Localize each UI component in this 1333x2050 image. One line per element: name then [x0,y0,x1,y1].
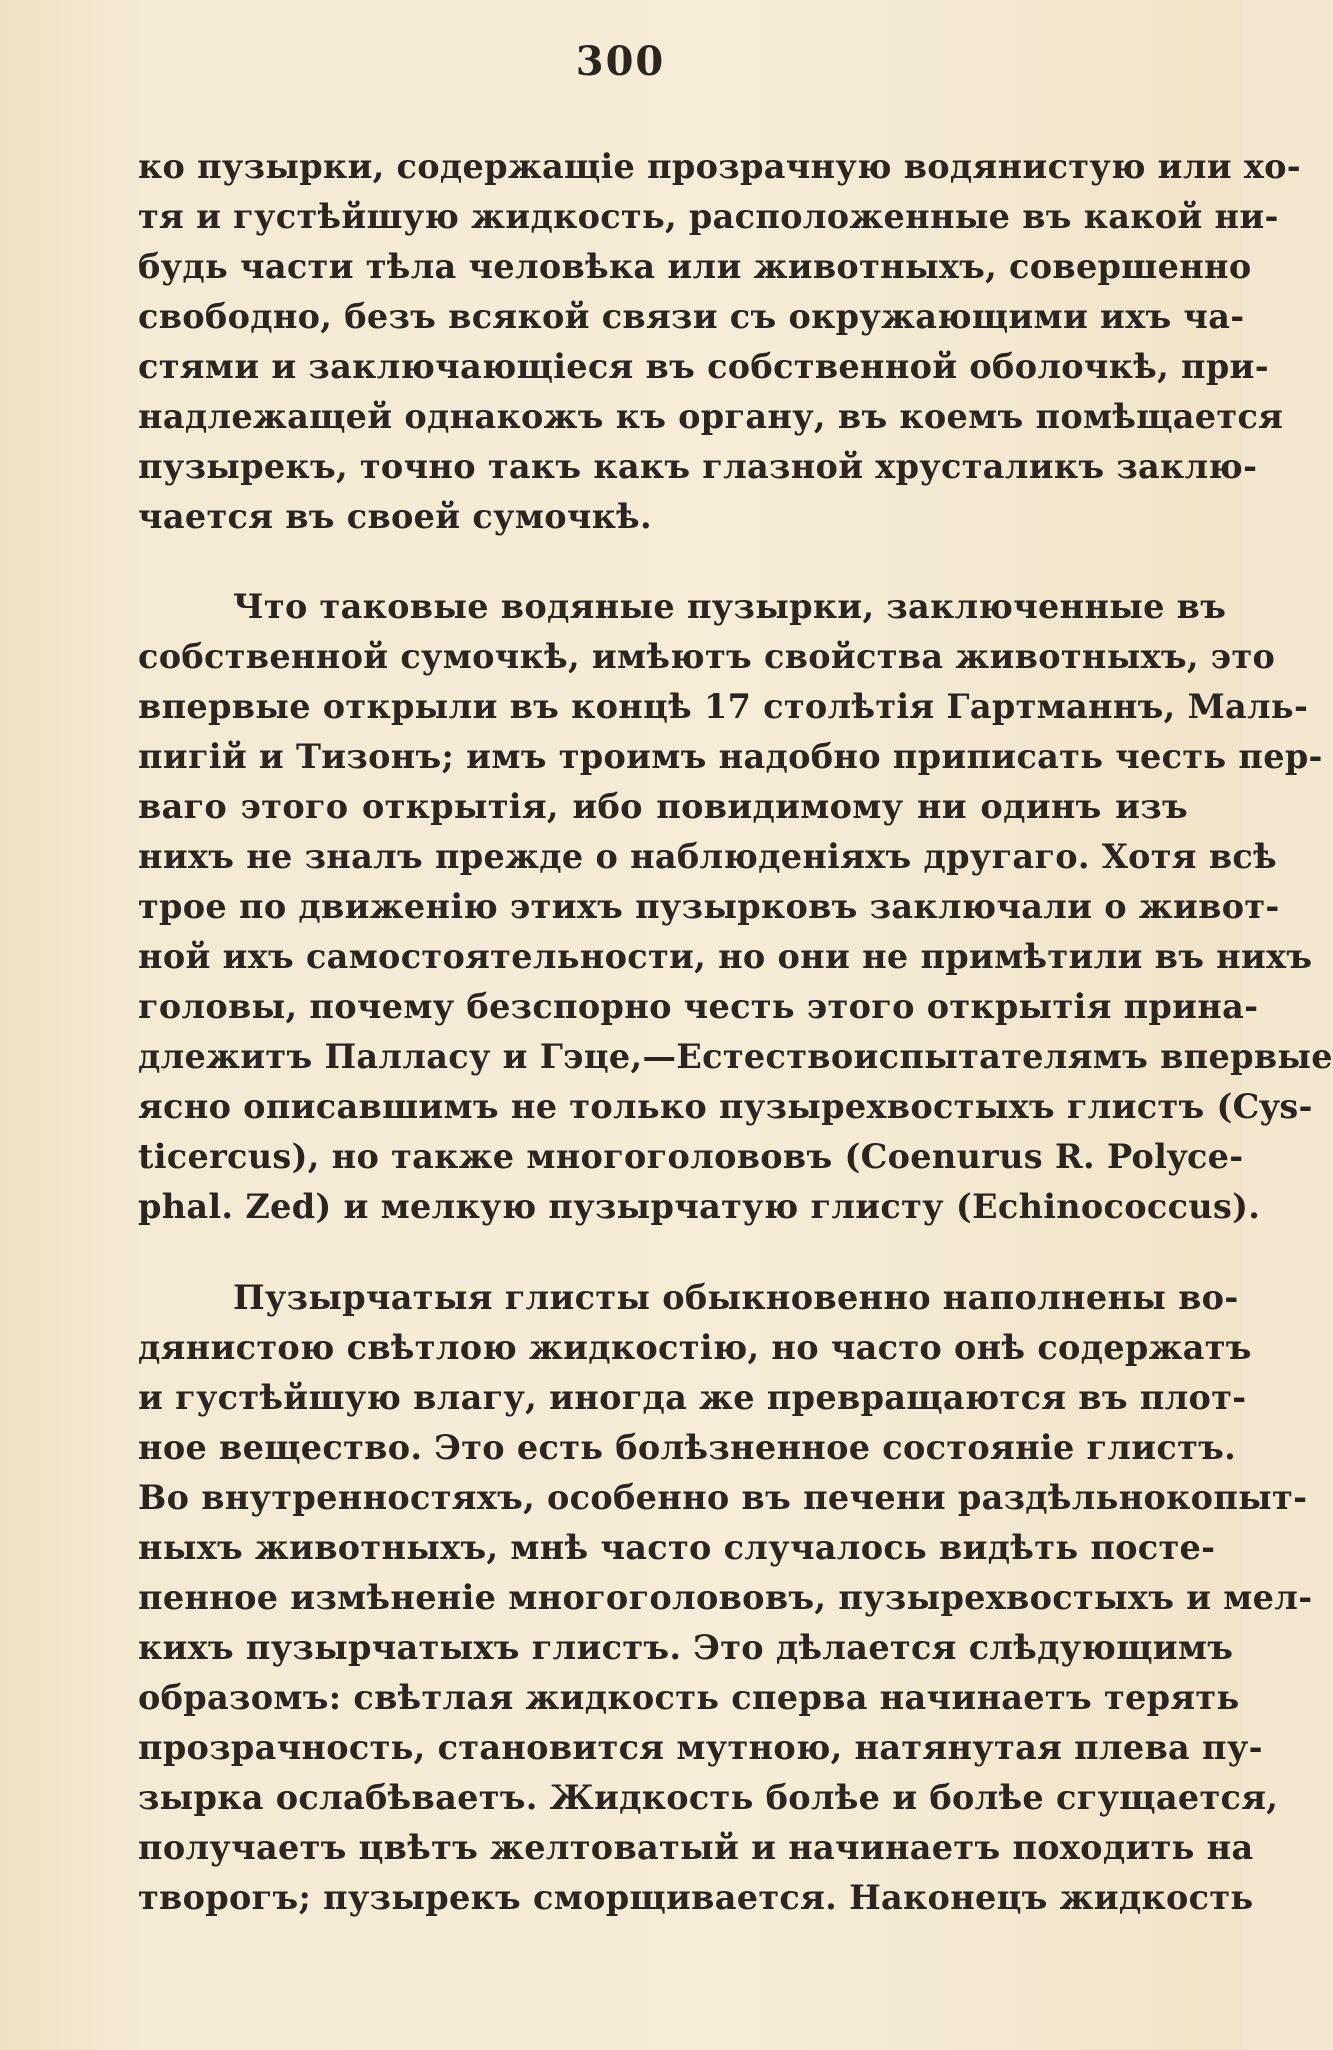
text-line: кихъ пузырчатыхъ глистъ. Это дѣлается слѣдующимъ [138,1628,1234,1667]
text-line: и густѣйшую влагу, иногда же превращаются въ плот- [138,1378,1247,1417]
text-line: будь части тѣла человѣка или животныхъ, совершенно [138,247,1252,286]
text-line: получаетъ цвѣтъ желтоватый и начинаетъ походить на [138,1828,1254,1867]
text-line: головы, почему безспорно честь этого открытія прина- [138,987,1259,1026]
text-line: Пузырчатыя глисты обыкновенно наполнены во- [233,1278,1239,1317]
text-line: Во внутренностяхъ, особенно въ печени раздѣльнокопыт- [138,1478,1308,1517]
text-line: трое по движенію этихъ пузырковъ заключали о живот- [138,887,1280,926]
text-line: впервые открыли въ концѣ 17 столѣтія Гартманнъ, Маль- [138,687,1309,726]
text-line: ясно описавшимъ не только пузырехвостыхъ глистъ (Cys- [138,1087,1313,1126]
text-line: ной ихъ самостоятельности, но они не примѣтили въ нихъ [138,937,1313,976]
text-line: надлежащей однакожъ къ органу, въ коемъ помѣщается [138,397,1284,436]
paragraph-3 [138,1273,1313,1923]
page-number: 300 [575,38,666,85]
text-line: стями и заключающіеся въ собственной оболочкѣ, при- [138,347,1269,386]
text-line: тя и густѣйшую жидкость, расположенные въ какой ни- [138,197,1279,236]
text-line: ныхъ животныхъ, мнѣ часто случалось видѣть посте- [138,1528,1216,1567]
text-line: Что таковые водяные пузырки, заключенные въ [233,587,1227,626]
text-line: ваго этого открытія, ибо повидимому ни одинъ изъ [138,787,1188,826]
text-line: творогъ; пузырекъ сморщивается. Наконецъ жидкость [138,1878,1254,1917]
text-line: ко пузырки, содержащіе прозрачную водянистую или хо- [138,147,1301,186]
text-line: длежитъ Палласу и Гэце,—Естествоиспытателямъ впервые [138,1037,1333,1076]
paragraph-1 [138,142,1301,542]
text-line: пенное измѣненіе многоголововъ, пузырехвостыхъ и мел- [138,1578,1313,1617]
text-line: прозрачность, становится мутною, натянутая плева пу- [138,1728,1263,1767]
text-line: ticercus), но также многоголововъ (Coenurus R. Polyce- [138,1137,1244,1176]
paragraph-2 [138,582,1333,1232]
text-line: нихъ не зналъ прежде о наблюденіяхъ другаго. Хотя всѣ [138,837,1277,876]
text-line: ное вещество. Это есть болѣзненное состояніе глистъ. [138,1428,1237,1467]
text-line: образомъ: свѣтлая жидкость сперва начинаетъ терять [138,1678,1240,1717]
text-line: дянистою свѣтлою жидкостію, но часто онѣ содержатъ [138,1328,1252,1367]
text-line: свободно, безъ всякой связи съ окружающими ихъ ча- [138,297,1245,336]
text-line: собственной сумочкѣ, имѣютъ свойства животныхъ, это [138,637,1276,676]
text-line: пигій и Тизонъ; имъ троимъ надобно приписать честь пер- [138,737,1323,776]
text-line: пузырекъ, точно такъ какъ глазной хрусталикъ заклю- [138,447,1258,486]
text-line: чается въ своей сумочкѣ. [138,497,653,536]
text-line: зырка ослабѣваетъ. Жидкость болѣе и болѣе сгущается, [138,1778,1279,1817]
text-line: phal. Zed) и мелкую пузырчатую глисту (Echinococcus). [138,1187,1261,1226]
